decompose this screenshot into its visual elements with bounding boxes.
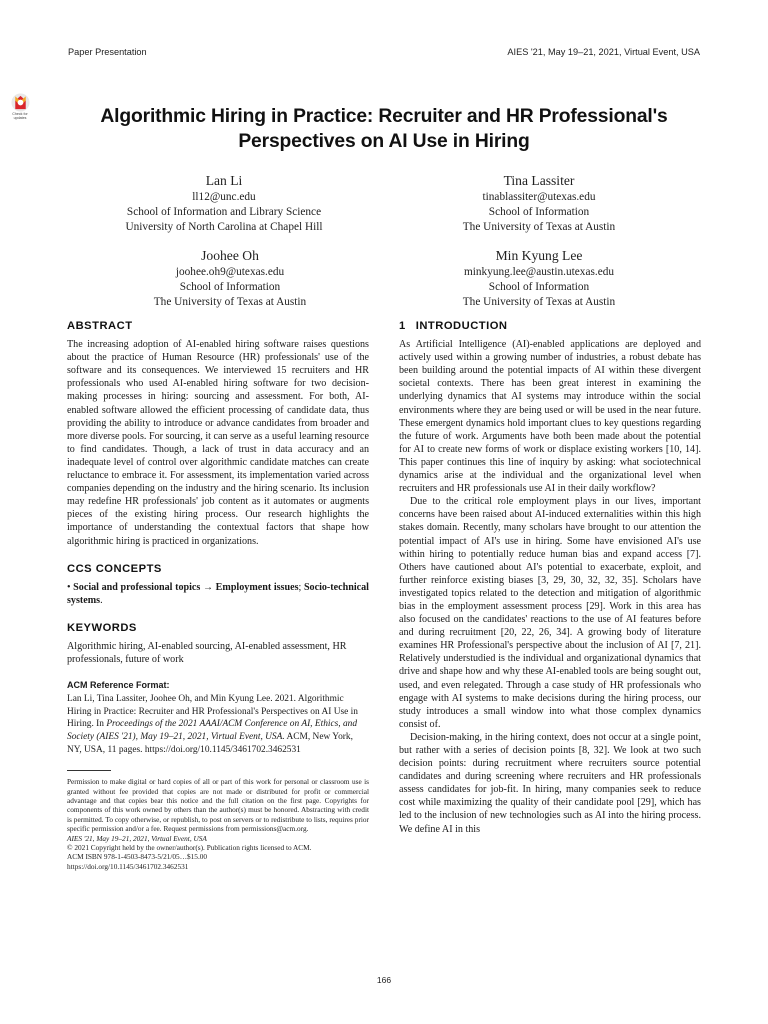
section-number: 1 — [399, 320, 406, 332]
crossmark-label-1: Check for — [12, 112, 28, 116]
author-dept: School of Information — [488, 281, 590, 293]
permission-venue-text: AIES '21, May 19–21, 2021, Virtual Event, USA — [67, 833, 207, 843]
acm-reference-heading: ACM Reference Format: — [67, 680, 170, 691]
abstract-text: The increasing adoption of AI-enabled hiring software raises questions about the practice of Human Resource (HR) professionals' use of the software and its consequences. We interviewed 15 recruiters and HR professionals who used AI-enabled hiring software for two decision-making processes in hiring: sourcing and assessment. For both, AI-enabled software allowed the efficient processing of candidate data, thus providing the ability to introduce or advance candidates from broader and more diverse pools. For sourcing, it can serve as a useful learning resource to find candidates. Though, a lack of trust in data accuracy and an inadequate level of control over algorithmic candidate matches can create reluctance to embrace it. For assessment, its implementation varied across companies depending on the industry and the hiring scenario. Its inclusion may redefine HR professionals' job content as it automates or augments pieces of the existing hiring process. Our research highlights the importance of understanding the contextual factors that shape how algorithmic hiring is practiced in organizations. — [67, 339, 369, 547]
ccs-concepts — [67, 581, 369, 607]
author-name: Min Kyung Lee — [495, 248, 583, 263]
author-email[interactable]: minkyung.lee@austin.utexas.edu — [463, 266, 614, 278]
author-affiliation: The University of Texas at Austin — [462, 221, 616, 233]
ccs-term-3: Socio-technical systems — [67, 581, 369, 606]
page-number: 166 — [376, 975, 392, 985]
author-affiliation: The University of Texas at Austin — [462, 296, 616, 308]
ccs-term-1: Social and professional topics — [73, 581, 201, 593]
isbn-line: ACM ISBN 978-1-4503-8473-5/21/05…$15.00 — [67, 852, 208, 862]
author-name: Tina Lassiter — [503, 173, 575, 188]
author-affiliation: University of North Carolina at Chapel Hill — [125, 221, 323, 233]
acm-reference-part-2: ACM, New York, NY, USA, 11 pages. https://doi.org/10.1145/3461702.3462531 — [67, 732, 353, 755]
running-header-right: AIES '21, May 19–21, 2021, Virtual Event, USA — [507, 47, 700, 57]
crossmark-label-2: updates — [13, 115, 27, 120]
keywords-heading: KEYWORDS — [67, 621, 137, 634]
author-email[interactable]: joohee.oh9@utexas.edu — [175, 266, 285, 278]
intro-paragraph-1: As Artificial Intelligence (AI)-enabled applications are deployed and actively used within a growing number of industries, a robust debate has been building around the potential impacts of AI within these divergent societal contexts. There has been great interest in examining the underlying dynamics that AI systems may introduce within the social environments where they are being used or will be used in the near future. These emergent dynamics hold important clues to key questions regarding the future of work. Arguments have both been made about the potential for AI to create new forms of work or displace existing workers [10, 14]. This paper continues this line of inquiry by asking: what sociotechnical dynamics arise at the individual and the organizational level when recruiters and HR professionals use AI in their daily workflow? — [399, 339, 701, 495]
author-block-3 — [70, 247, 390, 310]
permission-notice: Permission to make digital or hard copies of all or part of this work for personal or classroom use is granted without fee provided that copies are not made or distributed for profit or commercial advantage and that copies bear this notice and the full citation on the first page. Copyrights for components of this work owned by others than the author(s) must be honored. Abstracting with credit is permitted. To copy otherwise, or republish, to post on servers or to redistribute to lists, requires prior specific permission and/or a fee. Request permissions from permissions@acm.org. — [67, 777, 369, 834]
author-dept: School of Information — [488, 206, 590, 218]
intro-paragraph-3: Decision-making, in the hiring context, does not occur at a single point, but rather with a series of decision points [8, 32]. We look at two such decision points: during recruitment where recruiters source potential candidates and during screening where recruiters and HR professionals assess candidates for job-fit. In hiring, many companies seek to reduce cost while maximizing the quality of their candidate pool [29], which has led to the inclusion of new technologies such as AI into the hiring process. We define AI in this — [399, 731, 701, 835]
copyright-line: © 2021 Copyright held by the owner/author(s). Publication rights licensed to ACM. — [67, 843, 312, 853]
crossmark-icon — [11, 93, 30, 112]
author-block-2 — [379, 172, 699, 235]
ccs-end: . — [100, 594, 103, 606]
author-dept: School of Information and Library Science — [126, 206, 322, 218]
author-dept: School of Information — [179, 281, 281, 293]
ccs-bullet: • — [67, 581, 71, 593]
paper-title: Algorithmic Hiring in Practice: Recruiter and HR Professional's Perspectives on AI Use in Hiring — [100, 106, 668, 152]
ccs-separator: ; — [298, 581, 304, 593]
footnote-divider — [67, 770, 111, 771]
abstract-heading: ABSTRACT — [67, 320, 133, 332]
introduction-heading — [399, 320, 701, 333]
author-block-4 — [379, 247, 699, 310]
left-column — [67, 320, 369, 871]
author-block-1 — [64, 172, 384, 235]
running-header-left: Paper Presentation — [68, 47, 147, 57]
acm-reference-proceedings: Proceedings of the 2021 AAAI/ACM Conference on AI, Ethics, and Society (AIES '21), May 19–21, 2021, Virtual Event, USA. — [67, 719, 358, 743]
intro-paragraph-2: Due to the critical role employment plays in our lives, important concerns have been raised about AI-induced externalities within this high stakes domain. Recently, many scholars have brought to our attention the potential impact of AI's use in hiring. Some have envisioned AI's use within hiring to potentially reduce human bias and expand access [7]. Others have cautioned about AI's potential to exacerbate, exploit, and further reinforce existing biases [3, 29, 30, 32, 32, 35]. Scholars have investigated topics related to the detection and mitigation of algorithmic bias in the employment assessment process [29]. Work in this area has also focused on the candidates' reactions to the use of AI features before and during recruitment [20, 22, 26, 34]. A growing body of literature examines HR Professional's perspective about the inclusion of AI [7, 21]. Relatively understudied is the individual and organizational dynamics that drive and shape how and why these AI-enabled tools are being sought out, used, and even relegated. Through a case study of HR professionals who engage with AI systems to make decisions during the hiring process, our study introduces a small window into what those complex dynamics consist of. — [399, 496, 701, 730]
ccs-term-2: Employment issues — [215, 581, 299, 593]
author-email[interactable]: ll12@unc.edu — [192, 191, 256, 203]
author-affiliation: The University of Texas at Austin — [153, 296, 307, 308]
author-email[interactable]: tinablassiter@utexas.edu — [482, 191, 596, 203]
section-title: INTRODUCTION — [415, 320, 508, 332]
keywords-text: Algorithmic hiring, AI-enabled sourcing, AI-enabled assessment, HR professionals, future of work — [67, 640, 347, 666]
permission-venue — [67, 834, 369, 843]
doi-link[interactable]: https://doi.org/10.1145/3461702.3462531 — [67, 861, 189, 871]
acm-reference-part-1: Lan Li, Tina Lassiter, Joohee Oh, and Min Kyung Lee. 2021. Algorithmic Hiring in Practice: Recruiter and HR Professional's Perspectives on AI Use in Hiring. In — [67, 694, 358, 730]
acm-reference — [67, 693, 369, 756]
right-column — [399, 320, 701, 836]
check-for-updates-badge[interactable] — [7, 93, 33, 121]
author-name: Lan Li — [205, 173, 243, 188]
author-name: Joohee Oh — [201, 248, 259, 263]
ccs-heading: CCS CONCEPTS — [67, 562, 162, 575]
ccs-arrow: → — [200, 581, 216, 593]
